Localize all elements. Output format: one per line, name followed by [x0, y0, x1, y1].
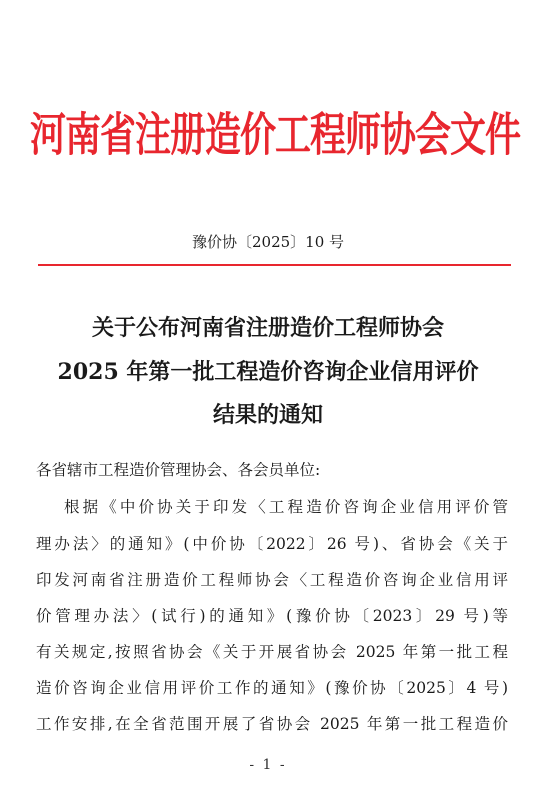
salutation: 各省辖市工程造价管理协会、各会员单位:	[36, 461, 321, 479]
body-line-2: 理办法〉的通知》(中价协〔2022〕26 号)、省协会《关于	[36, 535, 508, 553]
masthead-title: 河南省注册造价工程师协会文件	[30, 108, 521, 162]
red-divider-line	[38, 264, 511, 266]
notice-title-line-3: 结果的通知	[212, 402, 323, 428]
body-line-3: 印发河南省注册造价工程师协会〈工程造价咨询企业信用评	[36, 571, 508, 589]
body-line-6: 造价咨询企业信用评价工作的通知》(豫价协〔2025〕4 号)	[36, 679, 508, 697]
notice-title-line-2: 2025 年第一批工程造价咨询企业信用评价	[57, 359, 479, 385]
body-line-4: 价管理办法〉(试行)的通知》(豫价协〔2023〕29 号)等	[36, 607, 508, 625]
document-number: 豫价协〔2025〕10 号	[191, 233, 345, 251]
notice-title-line-1: 关于公布河南省注册造价工程师协会	[91, 315, 444, 341]
body-line-7: 工作安排,在全省范围开展了省协会 2025 年第一批工程造价	[36, 715, 508, 733]
body-line-1: 根据《中价协关于印发〈工程造价咨询企业信用评价管	[64, 498, 508, 516]
page-number: - 1 -	[249, 757, 287, 773]
body-line-5: 有关规定,按照省协会《关于开展省协会 2025 年第一批工程	[36, 643, 508, 661]
